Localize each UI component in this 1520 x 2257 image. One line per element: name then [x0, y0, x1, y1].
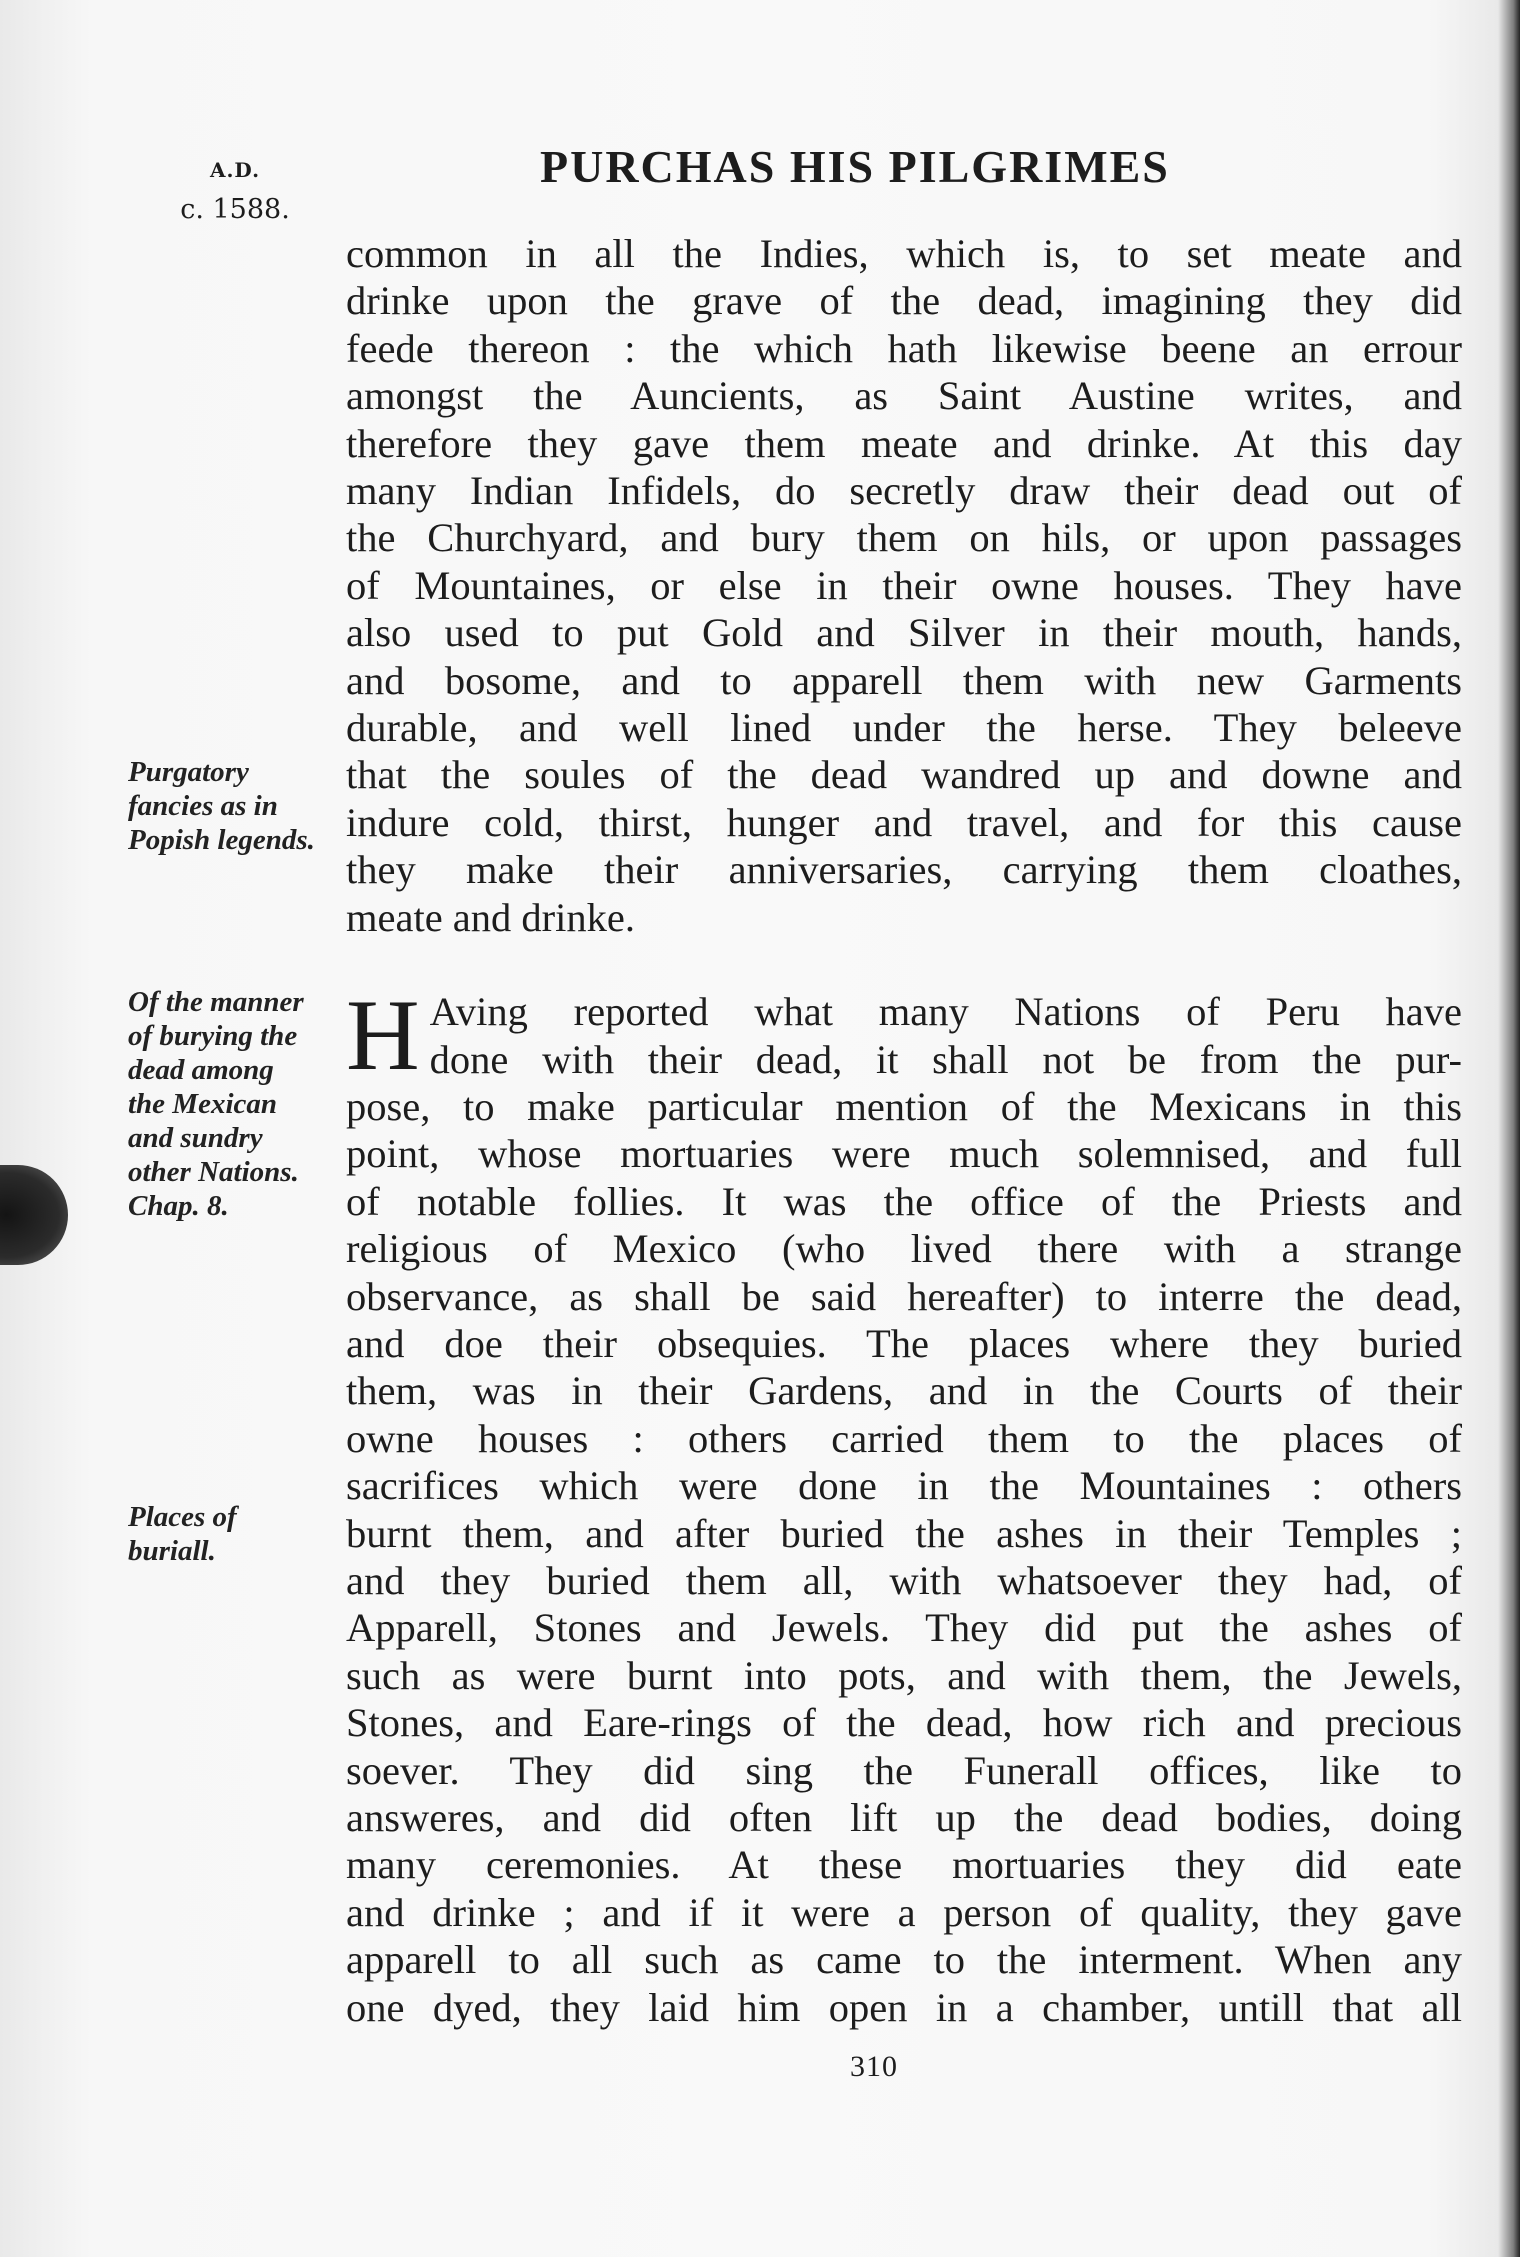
text-line: they make their anniversaries, carrying them cloathes, — [346, 847, 1462, 893]
side-note-burying — [128, 985, 338, 1223]
body-text — [346, 230, 1462, 2031]
text-line: burnt them, and after buried the ashes in their Temples ; — [346, 1510, 1462, 1556]
side-note-purgatory — [128, 755, 338, 857]
text-line: apparell to all such as came to the interment. When any — [346, 1937, 1462, 1983]
text-line: common in all the Indies, which is, to set meate and — [346, 231, 1462, 276]
text-line: feede thereon : the which hath likewise beene an errour — [346, 325, 1462, 371]
text-line: drinke upon the grave of the dead, imagining they did — [346, 278, 1462, 324]
running-title: PURCHAS HIS PILGRIMES — [540, 141, 1170, 192]
text-line: many Indian Infidels, do secretly draw their dead out of — [346, 468, 1462, 514]
text-line: owne houses : others carried them to the places of — [346, 1415, 1462, 1461]
year-prefix: A.D. — [209, 158, 261, 182]
page-number: 310 — [850, 2050, 898, 2083]
text-line: sacrifices which were done in the Mountaines : others — [346, 1463, 1462, 1509]
side-note-line: of burying the — [128, 1020, 298, 1052]
side-note-line: the Mexican — [128, 1088, 278, 1120]
side-note-line: buriall. — [128, 1535, 216, 1567]
text-line: observance, as shall be said hereafter) to interre the dead, — [346, 1273, 1462, 1319]
text-line: the Churchyard, and bury them on hils, or upon passages — [346, 515, 1462, 561]
text-line: such as were burnt into pots, and with them, the Jewels, — [346, 1652, 1462, 1698]
text-line: done with their dead, it shall not be from the pur- — [429, 1036, 1462, 1082]
text-line: and they buried them all, with whatsoever they had, of — [346, 1557, 1462, 1603]
side-note-line: and sundry — [128, 1122, 263, 1154]
text-line: Stones, and Eare-rings of the dead, how rich and precious — [346, 1700, 1462, 1746]
year-value: c. 1588. — [180, 194, 290, 225]
text-line: answeres, and did often lift up the dead bodies, doing — [346, 1795, 1462, 1840]
text-line: and drinke ; and if it were a person of quality, they gave — [346, 1889, 1462, 1935]
text-line: of Mountaines, or else in their owne houses. They have — [346, 562, 1462, 608]
side-note-line: dead among — [128, 1054, 274, 1086]
side-note-line: Of the manner — [128, 986, 304, 1018]
text-line: Apparell, Stones and Jewels. They did put the ashes of — [346, 1605, 1462, 1651]
text-line: indure cold, thirst, hunger and travel, and for this cause — [346, 799, 1462, 845]
text-line: durable, and well lined under the herse. They beleeve — [346, 705, 1462, 751]
text-line: soever. They did sing the Funerall offices, like to — [346, 1747, 1462, 1793]
text-line: therefore they gave them meate and drinke. At this day — [346, 420, 1462, 466]
text-line: also used to put Gold and Silver in their mouth, hands, — [346, 610, 1462, 656]
text-line: many ceremonies. At these mortuaries they did eate — [346, 1842, 1462, 1888]
paragraph-2 — [346, 979, 1462, 2031]
drop-cap: H — [346, 979, 420, 1093]
page-edge-shadow — [1498, 0, 1520, 2257]
text-line: pose, to make particular mention of the Mexicans in this — [346, 1083, 1462, 1129]
paragraph-1 — [346, 230, 1462, 941]
side-note-line: Chap. 8. — [128, 1190, 229, 1222]
text-line: that the soules of the dead wandred up and downe and — [346, 752, 1462, 798]
text-line: of notable follies. It was the office of the Priests and — [346, 1178, 1462, 1224]
side-note-places-of-buriall — [128, 1500, 338, 1568]
text-line: meate and drinke. — [346, 894, 635, 940]
text-line: religious of Mexico (who lived there with a strange — [346, 1226, 1462, 1272]
side-note-line: Purgatory — [128, 756, 249, 788]
side-note-line: Popish legends. — [128, 824, 315, 856]
side-note-line: fancies as in — [128, 790, 278, 822]
side-note-line: other Nations. — [128, 1156, 299, 1188]
text-line: Aving reported what many Nations of Peru have — [429, 989, 1462, 1035]
text-line: amongst the Auncients, as Saint Austine writes, and — [346, 373, 1462, 419]
text-line: one dyed, they laid him open in a chamber, untill that all — [346, 1984, 1462, 2030]
text-line: them, was in their Gardens, and in the Courts of their — [346, 1368, 1462, 1414]
side-note-line: Places of — [128, 1501, 237, 1533]
text-line: and bosome, and to apparell them with new Garments — [346, 657, 1462, 703]
text-line: point, whose mortuaries were much solemnised, and full — [346, 1131, 1462, 1177]
year-heading — [160, 150, 310, 230]
text-line: and doe their obsequies. The places where they buried — [346, 1320, 1462, 1366]
